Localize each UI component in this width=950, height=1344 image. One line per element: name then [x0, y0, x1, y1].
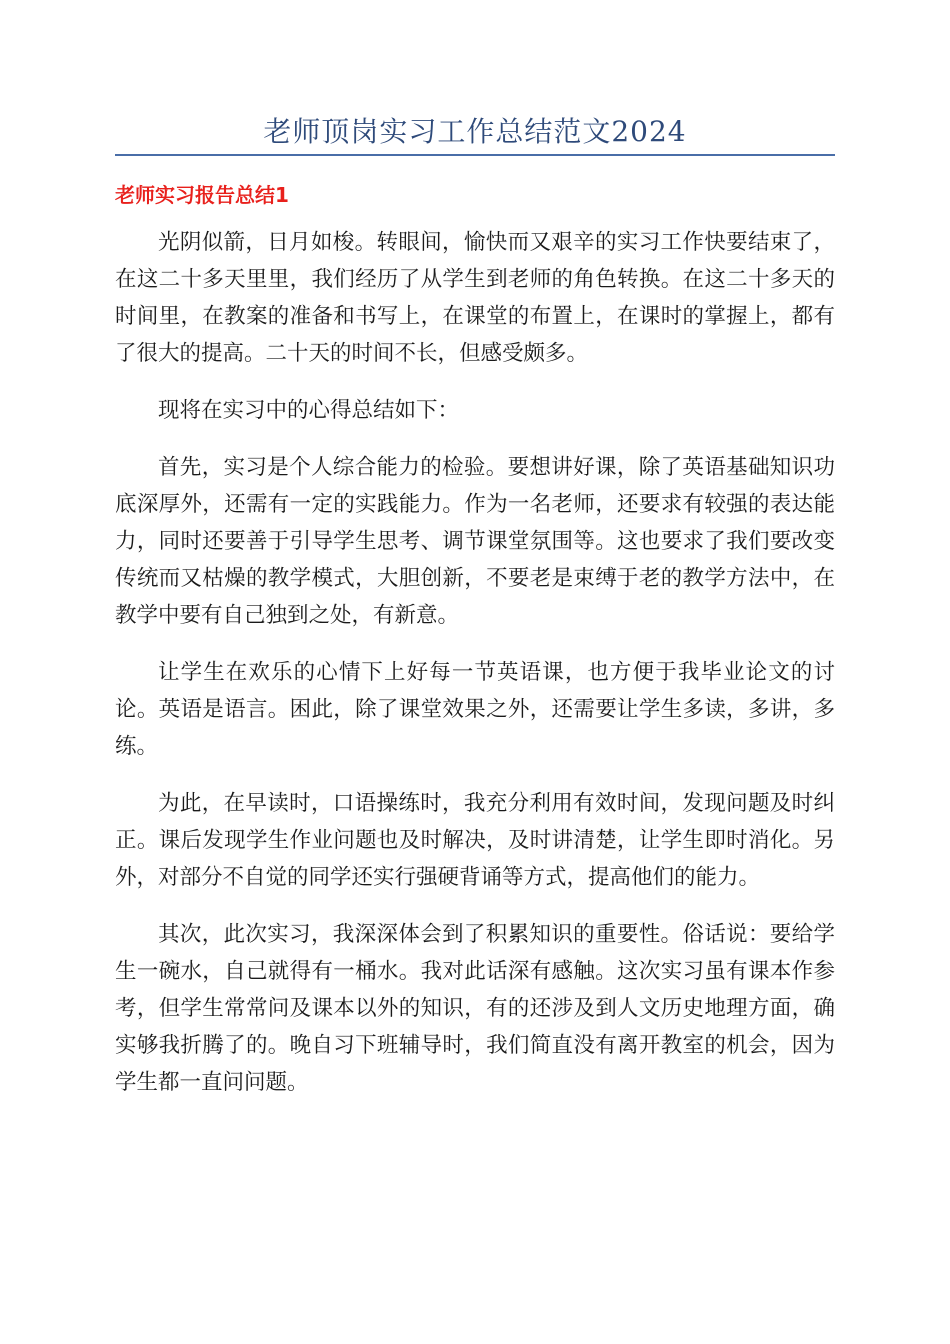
title-divider: [115, 154, 835, 156]
paragraph-6: 其次，此次实习，我深深体会到了积累知识的重要性。俗话说：要给学生一碗水，自己就得有一桶水。我对此话深有感触。这次实习虽有课本作参考，但学生常常问及课本以外的知识，有的还涉及到人文历史地理方面，确实够我折腾了的。晚自习下班辅导时，我们简直没有离开教室的机会，因为学生都一直问问题。: [115, 922, 835, 1095]
paragraph-1: 光阴似箭，日月如梭。转眼间，愉快而又艰辛的实习工作快要结束了，在这二十多天里里，我们经历了从学生到老师的角色转换。在这二十多天的时间里，在教案的准备和书写上，在课堂的布置上，在课时的掌握上，都有了很大的提高。二十天的时间不长，但感受颇多。: [115, 230, 835, 366]
paragraph-4: 让学生在欢乐的心情下上好每一节英语课，也方便于我毕业论文的讨论。英语是语言。困此，除了课堂效果之外，还需要让学生多读，多讲，多练。: [115, 660, 835, 759]
document-body: [115, 224, 835, 1121]
paragraph-3: 首先，实习是个人综合能力的检验。要想讲好课，除了英语基础知识功底深厚外，还需有一定的实践能力。作为一名老师，还要求有较强的表达能力，同时还要善于引导学生思考、调节课堂氛围等。这也要求了我们要改变传统而又枯燥的教学模式，大胆创新，不要老是束缚于老的教学方法中，在教学中要有自己独到之处，有新意。: [115, 455, 835, 628]
paragraph-5: 为此，在早读时，口语操练时，我充分利用有效时间，发现问题及时纠正。课后发现学生作业问题也及时解决，及时讲清楚，让学生即时消化。另外，对部分不自觉的同学还实行强硬背诵等方式，提高他们的能力。: [115, 791, 835, 890]
section-heading: 老师实习报告总结1: [115, 183, 289, 207]
paragraph-2: 现将在实习中的心得总结如下：: [158, 398, 460, 423]
document-title: 老师顶岗实习工作总结范文2024: [263, 115, 687, 148]
